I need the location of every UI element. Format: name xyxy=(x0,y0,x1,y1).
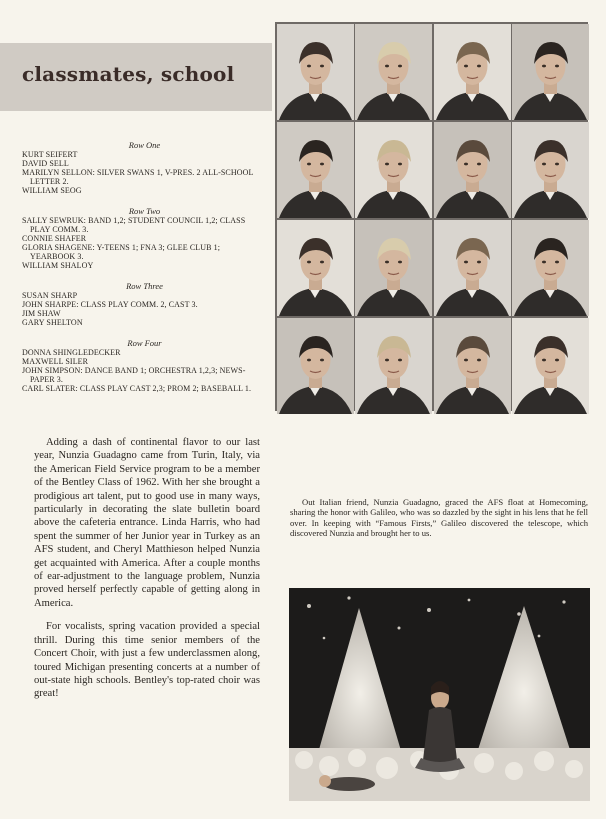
float-photo-image xyxy=(289,588,590,801)
student-entry: DONNA SHINGLEDECKER xyxy=(22,348,121,357)
row-group xyxy=(22,338,267,393)
student-portrait xyxy=(355,220,432,316)
student-portrait xyxy=(277,220,354,316)
homecoming-float-photo xyxy=(289,588,590,801)
student-entry: GARY SHELTON xyxy=(22,318,83,327)
student-entry: CARL SLATER: CLASS PLAY CAST 2,3; PROM 2; BASEBALL 1. xyxy=(22,384,252,393)
student-portrait xyxy=(355,24,432,120)
row-group xyxy=(22,206,267,270)
student-entry: WILLIAM SHALOY xyxy=(22,261,94,270)
student-portrait xyxy=(355,318,432,414)
row-heading: Row Four xyxy=(127,338,162,348)
student-entry: JIM SHAW xyxy=(22,309,61,318)
student-portrait xyxy=(434,122,511,218)
student-entry: WILLIAM SEOG xyxy=(22,186,82,195)
student-entry: MAXWELL SILER xyxy=(22,357,89,366)
student-entry: SUSAN SHARP xyxy=(22,291,78,300)
student-entry: JOHN SHARPE: CLASS PLAY COMM. 2, CAST 3. xyxy=(22,300,198,309)
student-portrait xyxy=(512,220,589,316)
essay-paragraph: Adding a dash of continental flavor to our last year, Nunzia Guadagno came from Turin, Italy, via the American Field Service program to be a member of the Bentley Class of 1962. With her she brought a prodigious art talent, put to good use in many ways, particularly in decorating the slate bulletin board above the cafeteria entrance. Linda Harris, who had spent the summer of her Junior year in Turkey as an AFS student, and Cheryl Matthieson helped Nunzia get acquainted with America. After a couple months of ear-adjustment to the language problem, Nunzia proved herself perfectly capable of getting along in America. xyxy=(34,437,260,609)
student-portrait xyxy=(434,24,511,120)
student-portrait xyxy=(512,24,589,120)
student-entry: JOHN SIMPSON: DANCE BAND 1; ORCHESTRA 1,2,3; NEWS-PAPER 3. xyxy=(22,366,246,384)
student-portrait xyxy=(277,318,354,414)
row-group xyxy=(22,281,267,327)
student-portrait xyxy=(434,220,511,316)
photo-caption: Out Italian friend, Nunzia Guadagno, graced the AFS float at Homecoming, sharing the honor with Galileo, who was so dazzled by the sight in his lens that he fell over. In keeping with “Famous Firsts,” Galileo discovered the telescope, which discovered Nunzia and brought her to us. xyxy=(290,497,588,539)
student-entry: MARILYN SELLON: SILVER SWANS 1, V-PRES. 2 ALL-SCHOOL LETTER 2. xyxy=(22,168,254,186)
row-group xyxy=(22,140,267,195)
section-title: classmates, school xyxy=(22,62,235,86)
portrait-grid xyxy=(275,22,588,411)
student-portrait xyxy=(277,122,354,218)
student-entry: CONNIE SHAFER xyxy=(22,234,87,243)
student-portrait xyxy=(434,318,511,414)
student-portrait xyxy=(512,318,589,414)
student-entry: GLORIA SHAGENE: Y-TEENS 1; FNA 3; GLEE CLUB 1; YEARBOOK 3. xyxy=(22,243,221,261)
row-heading: Row Two xyxy=(128,206,161,216)
row-heading: Row Three xyxy=(126,281,163,291)
student-portrait xyxy=(355,122,432,218)
student-portrait xyxy=(277,24,354,120)
section-banner xyxy=(0,43,272,111)
student-entry: KURT SEIFERT xyxy=(22,150,78,159)
student-portrait xyxy=(512,122,589,218)
essay-paragraph: For vocalists, spring vacation provided a special thrill. During this time senior members of the Concert Choir, with just a few underclassmen along, toured Michigan presenting concerts at a number of out-state high schools. Bentley's top-rated choir was great! xyxy=(34,621,260,700)
row-heading: Row One xyxy=(128,140,161,150)
essay-text xyxy=(34,436,260,711)
student-entry: SALLY SEWRUK: BAND 1,2; STUDENT COUNCIL 1,2; CLASS PLAY COMM. 3. xyxy=(22,216,246,234)
student-entry: DAVID SELL xyxy=(22,159,69,168)
student-name-list xyxy=(22,140,267,404)
